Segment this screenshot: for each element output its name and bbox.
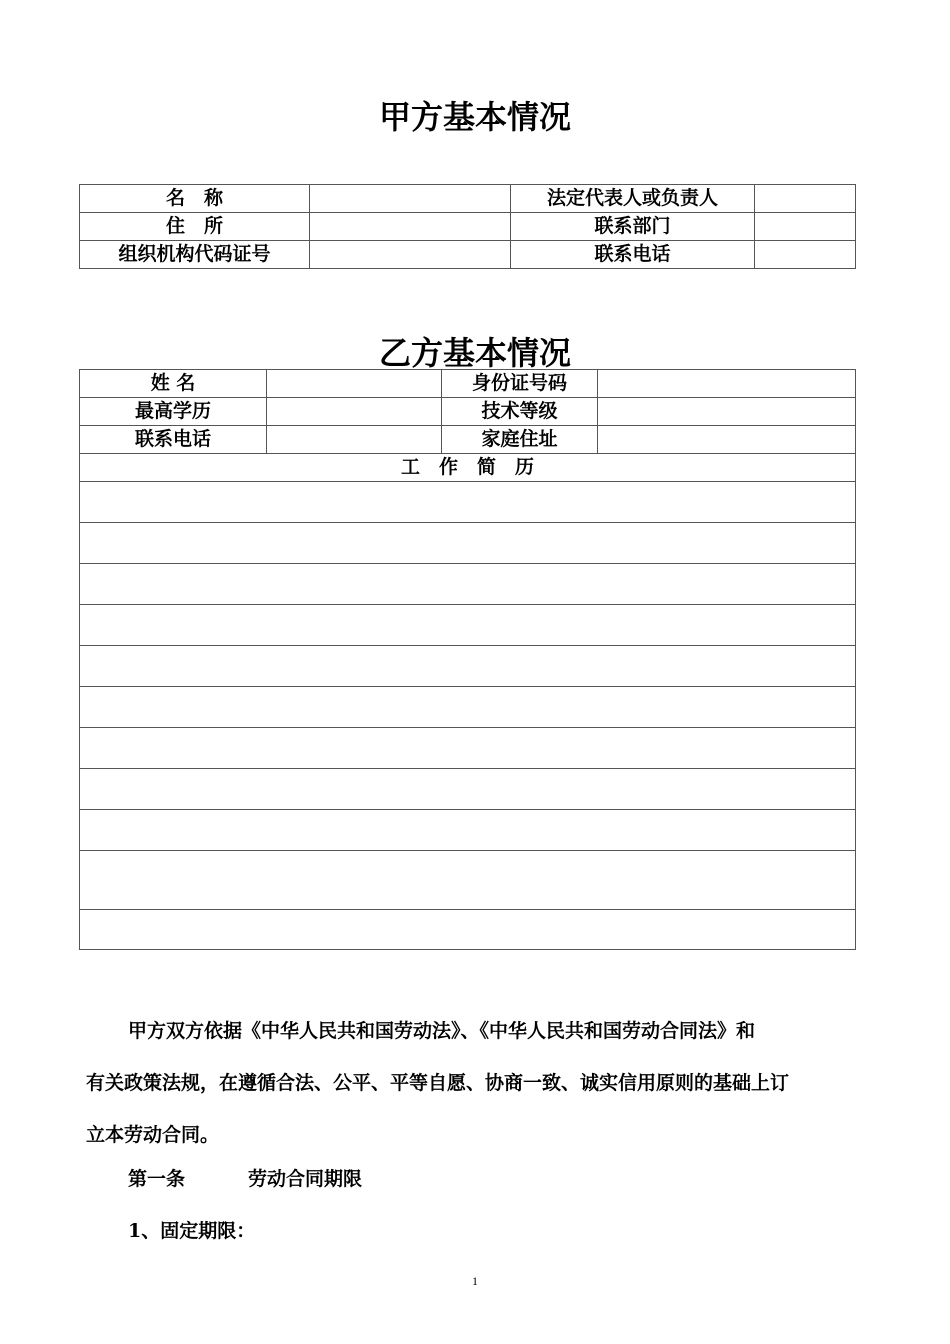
value-address[interactable]	[310, 213, 511, 241]
work-history-row[interactable]	[80, 910, 856, 950]
work-history-row[interactable]	[80, 851, 856, 910]
value-name[interactable]	[267, 370, 442, 398]
label-id-number: 身份证号码	[442, 370, 598, 398]
work-history-row[interactable]	[80, 769, 856, 810]
value-home-address[interactable]	[598, 426, 856, 454]
value-department[interactable]	[755, 213, 856, 241]
work-history-row[interactable]	[80, 646, 856, 687]
party-a-table	[79, 184, 856, 269]
label-home-address: 家庭住址	[442, 426, 598, 454]
article-number: 第一条	[128, 1168, 186, 1190]
work-history-row[interactable]	[80, 687, 856, 728]
work-history-row[interactable]	[80, 564, 856, 605]
label-skill-level: 技术等级	[442, 398, 598, 426]
label-education: 最高学历	[80, 398, 267, 426]
party-a-title: 甲方基本情况	[378, 98, 571, 136]
work-history-row[interactable]	[80, 605, 856, 646]
label-department: 联系部门	[511, 213, 755, 241]
label-name: 姓 名	[80, 370, 267, 398]
value-id-number[interactable]	[598, 370, 856, 398]
value-phone[interactable]	[755, 241, 856, 269]
label-phone: 联系电话	[80, 426, 267, 454]
work-history-row[interactable]	[80, 728, 856, 769]
value-skill-level[interactable]	[598, 398, 856, 426]
work-history-row[interactable]	[80, 523, 856, 564]
value-org-code[interactable]	[310, 241, 511, 269]
value-legal-rep[interactable]	[755, 185, 856, 213]
label-org-code: 组织机构代码证号	[80, 241, 310, 269]
article-title: 劳动合同期限	[248, 1168, 363, 1190]
value-education[interactable]	[267, 398, 442, 426]
label-phone: 联系电话	[511, 241, 755, 269]
work-history-header: 工 作 简 历	[80, 454, 856, 482]
work-history-row[interactable]	[80, 482, 856, 523]
label-address: 住 所	[80, 213, 310, 241]
paragraph-line: 立本劳动合同。	[86, 1124, 220, 1146]
page-number: 1	[472, 1274, 478, 1288]
label-name: 名 称	[80, 185, 310, 213]
party-b-table	[79, 369, 856, 950]
value-name[interactable]	[310, 185, 511, 213]
party-b-title: 乙方基本情况	[378, 334, 571, 372]
paragraph-line: 甲方双方依据《中华人民共和国劳动法》、《中华人民共和国劳动合同法》和	[128, 1020, 756, 1042]
paragraph-line: 有关政策法规，在遵循合法、公平、平等自愿、协商一致、诚实信用原则的基础上订	[86, 1072, 790, 1094]
value-phone[interactable]	[267, 426, 442, 454]
work-history-row[interactable]	[80, 810, 856, 851]
label-legal-rep: 法定代表人或负责人	[511, 185, 755, 213]
item-fixed-term: 1、固定期限：	[128, 1220, 256, 1242]
